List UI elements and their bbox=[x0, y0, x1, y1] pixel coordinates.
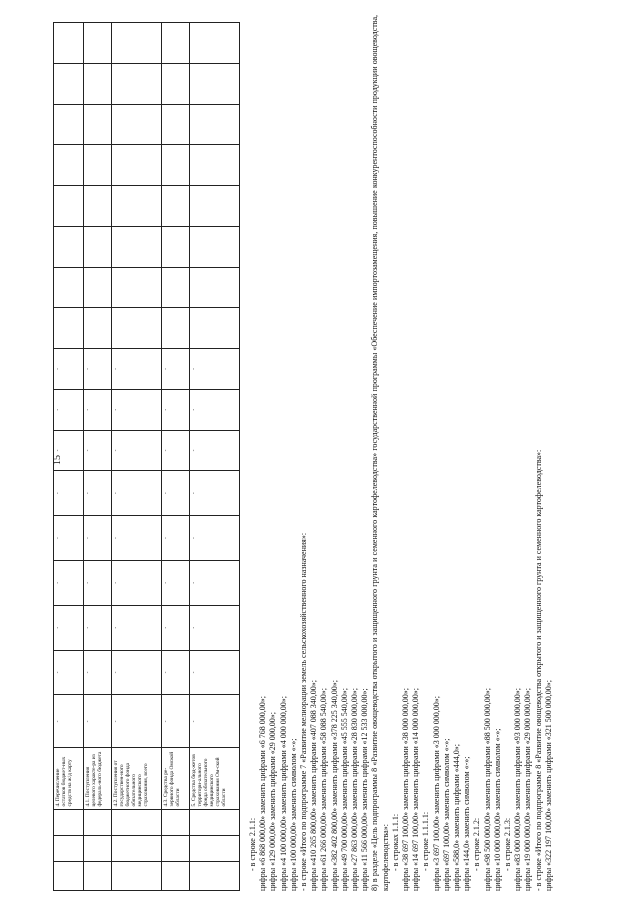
table-cell-empty bbox=[84, 862, 112, 891]
table-cell: - bbox=[54, 430, 84, 471]
table-cell-empty bbox=[190, 809, 240, 835]
table-cell-empty bbox=[190, 63, 240, 104]
table-cell-empty bbox=[54, 836, 84, 862]
table-cell: - bbox=[84, 430, 112, 471]
amendment-line: - в строке «Итого по подпрограмме 7 «Развитие мелиорации земель сельскохозяйственного назначения»: bbox=[299, 532, 309, 891]
table-cell-empty bbox=[162, 104, 190, 145]
amendment-line: цифры «6 868 000,00» заменить цифрами «6 768 000,00»; bbox=[258, 695, 268, 891]
table-cell-empty bbox=[54, 145, 84, 186]
table-cell: - bbox=[54, 516, 84, 561]
table-cell: - bbox=[84, 471, 112, 516]
table-cell: - bbox=[112, 471, 162, 516]
table-cell-empty bbox=[84, 63, 112, 104]
table-cell-empty bbox=[190, 186, 240, 227]
table-cell: - bbox=[84, 695, 112, 748]
table-cell-empty bbox=[112, 63, 162, 104]
table-cell-empty bbox=[162, 809, 190, 835]
budget-table bbox=[53, 22, 240, 891]
table-cell-empty bbox=[84, 226, 112, 267]
table-cell: - bbox=[84, 349, 112, 390]
amendment-line: - в строке 1.1.1.1: bbox=[421, 811, 431, 871]
table-cell-empty bbox=[190, 226, 240, 267]
table-cell-empty bbox=[162, 862, 190, 891]
table-cell: - bbox=[162, 389, 190, 430]
table-cell: - bbox=[162, 605, 190, 650]
table-cell-empty bbox=[84, 23, 112, 64]
amendment-line: цифры «49 700 000,00» заменить цифрами «45 555 540,00»; bbox=[339, 687, 349, 891]
table-cell: - bbox=[112, 605, 162, 650]
table-cell-empty bbox=[112, 836, 162, 862]
table-cell: - bbox=[190, 430, 240, 471]
paragraph-8: 8) в разделе «Цель подпрограммы 8 «Развитие овощеводства открытого и защищенного грунта и семенного картофелеводства» государственной программы «Обеспечение импортозамещения, повышение конкурентоспособности продукции овощеводства, картофелеводства»: bbox=[370, 15, 390, 891]
amendment-line: цифры «19 000 000,00» заменить цифрами «29 000 000,00»; bbox=[523, 687, 533, 891]
amendment-line: цифры «98 500 000,00» заменить цифрами «88 500 000,00»; bbox=[482, 687, 492, 891]
table-cell: - bbox=[190, 650, 240, 695]
table-cell: - bbox=[84, 516, 112, 561]
document-body bbox=[248, 15, 554, 891]
table-cell: - bbox=[162, 695, 190, 748]
table-cell-empty bbox=[84, 267, 112, 308]
table-row bbox=[84, 23, 112, 891]
table-cell-empty bbox=[112, 226, 162, 267]
table-cell: - bbox=[162, 349, 190, 390]
table-cell-empty bbox=[54, 862, 84, 891]
table-cell-empty bbox=[190, 836, 240, 862]
table-cell-empty bbox=[54, 186, 84, 227]
table-row-label: 4. Перечисление остатков бюджет-ных средств на ж/д карту bbox=[54, 748, 84, 809]
amendment-lines-subprogram-8 bbox=[391, 15, 554, 891]
amendment-line: - в строке 2.1.3: bbox=[503, 817, 513, 871]
table-cell-empty bbox=[84, 186, 112, 227]
table-cell-empty bbox=[162, 23, 190, 64]
table-cell-empty bbox=[84, 104, 112, 145]
table-cell: - bbox=[190, 471, 240, 516]
table-cell-empty bbox=[54, 63, 84, 104]
table-cell: - bbox=[112, 349, 162, 390]
amendment-line: цифры «61 266 000,00» заменить цифрами «58 088 540,00»; bbox=[319, 687, 329, 891]
table-cell: - bbox=[190, 516, 240, 561]
table-cell-empty bbox=[54, 104, 84, 145]
table-cell: - bbox=[84, 650, 112, 695]
amendment-line: цифры «588,0» заменить цифрами «444,0»; bbox=[452, 743, 462, 891]
amendment-line: цифры «144,0» заменить символом «-»; bbox=[462, 756, 472, 891]
amendment-line: - в строке 2.1.2: bbox=[472, 817, 482, 871]
table-cell-empty bbox=[190, 104, 240, 145]
table-cell-empty bbox=[162, 308, 190, 349]
page-number: 15 bbox=[52, 455, 63, 465]
table-cell-empty bbox=[84, 308, 112, 349]
table-cell: - bbox=[84, 605, 112, 650]
table-row bbox=[54, 23, 84, 891]
table-row-label: 4.1. Поступления целевого характе-ра из федераль-ного бюджета bbox=[84, 748, 112, 809]
table-cell-empty bbox=[54, 809, 84, 835]
table-cell-empty bbox=[162, 63, 190, 104]
table-cell: - bbox=[190, 605, 240, 650]
table-cell-empty bbox=[112, 186, 162, 227]
table-cell: - bbox=[112, 650, 162, 695]
table-cell: - bbox=[112, 695, 162, 748]
amendment-line: - в строке 2.1.1: bbox=[248, 817, 257, 871]
table-cell-empty bbox=[54, 226, 84, 267]
table-cell-empty bbox=[84, 809, 112, 835]
table-cell-empty bbox=[190, 862, 240, 891]
table-cell: - bbox=[112, 516, 162, 561]
table-cell-empty bbox=[84, 836, 112, 862]
table-cell: - bbox=[112, 389, 162, 430]
table-row-label: 5. Средства бюд-жетов территори-ального фонда обязательного медицинского страхования Ом-ской области bbox=[190, 748, 240, 809]
table-cell: - bbox=[162, 516, 190, 561]
table-cell-empty bbox=[112, 267, 162, 308]
table-row bbox=[112, 23, 162, 891]
table-cell-empty bbox=[84, 145, 112, 186]
table-cell-empty bbox=[162, 145, 190, 186]
table-cell: - bbox=[54, 605, 84, 650]
table-row-label: 4.2. Поступления от государствен-ного бюджетного фонда обязательного медицинского страхования, всего bbox=[112, 748, 162, 809]
table-cell-empty bbox=[162, 186, 190, 227]
amendment-line: цифры «38 697 100,00» заменить цифрами «38 000 000,00»; bbox=[401, 687, 411, 891]
table-cell: - bbox=[54, 389, 84, 430]
table-cell-empty bbox=[190, 267, 240, 308]
table-cell: - bbox=[84, 389, 112, 430]
amendment-line: цифры «14 697 100,00» заменить цифрами «14 000 000,00»; bbox=[411, 687, 421, 891]
amendment-line: цифры «11 566 000,00» заменить цифрами «12 533 000,00»; bbox=[360, 688, 370, 891]
table-cell-empty bbox=[162, 267, 190, 308]
table-cell-empty bbox=[162, 226, 190, 267]
table-cell-empty bbox=[190, 308, 240, 349]
table-cell: - bbox=[190, 560, 240, 605]
table-cell: - bbox=[190, 695, 240, 748]
table-cell: - bbox=[190, 389, 240, 430]
table-cell: - bbox=[54, 349, 84, 390]
amendment-line: - в строке «Итого по подпрограмме 8 «Развитие овощеводства открытого и защищенного грунта и семенного картофелеводства»: bbox=[533, 449, 543, 891]
table-cell-empty bbox=[54, 23, 84, 64]
table-cell: - bbox=[84, 560, 112, 605]
table-row bbox=[162, 23, 190, 891]
amendment-line: цифры «382 402 800,00» заменить цифрами «378 225 340,00»; bbox=[329, 679, 339, 891]
table-cell-empty bbox=[54, 267, 84, 308]
table-cell-empty bbox=[54, 308, 84, 349]
table-row bbox=[190, 23, 240, 891]
amendment-line: - в строках 1.1.1: bbox=[390, 813, 400, 871]
table-cell-empty bbox=[112, 104, 162, 145]
table-row-label: 4.3. Средства ре-зервного фонда Омской области bbox=[162, 748, 190, 809]
amendment-line: цифры «83 000 000,00» заменить цифрами «93 000 000,00»; bbox=[513, 687, 523, 891]
table-cell-empty bbox=[190, 23, 240, 64]
table-cell-empty bbox=[162, 836, 190, 862]
amendment-line: цифры «410 265 800,00» заменить цифрами «407 088 340,00»; bbox=[309, 679, 319, 891]
table-cell: - bbox=[162, 560, 190, 605]
table-cell-empty bbox=[112, 23, 162, 64]
table-cell-empty bbox=[112, 862, 162, 891]
table-cell: - bbox=[54, 471, 84, 516]
amendment-line: цифры «697 100,00» заменить символом «-»; bbox=[441, 738, 451, 891]
table-cell: - bbox=[162, 430, 190, 471]
amendment-line: цифры «10 000 000,00» заменить символом «-»; bbox=[492, 728, 502, 891]
table-cell: - bbox=[54, 695, 84, 748]
table-cell: - bbox=[190, 349, 240, 390]
amendment-line: цифры «27 863 000,00» заменить цифрами «28 830 000,00»; bbox=[350, 687, 360, 891]
table-cell: - bbox=[54, 560, 84, 605]
amendment-line: цифры «4 100 000,00» заменить цифрами «4 000 000,00»; bbox=[278, 695, 288, 891]
table-cell: - bbox=[112, 560, 162, 605]
amendment-line: цифры «322 197 100,00» заменить цифрами «321 500 000,00»; bbox=[543, 679, 553, 891]
table-cell: - bbox=[162, 650, 190, 695]
amendment-line: цифры «3 697 100,00» заменить цифрами «3 000 000,00»; bbox=[431, 695, 441, 891]
table-cell-empty bbox=[190, 145, 240, 186]
amendment-lines-subprogram-7 bbox=[248, 15, 370, 891]
table-cell-empty bbox=[112, 145, 162, 186]
table-cell-empty bbox=[112, 809, 162, 835]
table-cell: - bbox=[162, 471, 190, 516]
table-cell-empty bbox=[112, 308, 162, 349]
table-cell: - bbox=[112, 430, 162, 471]
amendment-line: цифры «129 000,00» заменить цифрами «29 000,00»; bbox=[268, 711, 278, 891]
table-cell: - bbox=[54, 650, 84, 695]
amendment-line: цифры «100 000,00» заменить символом «-»; bbox=[288, 738, 298, 891]
